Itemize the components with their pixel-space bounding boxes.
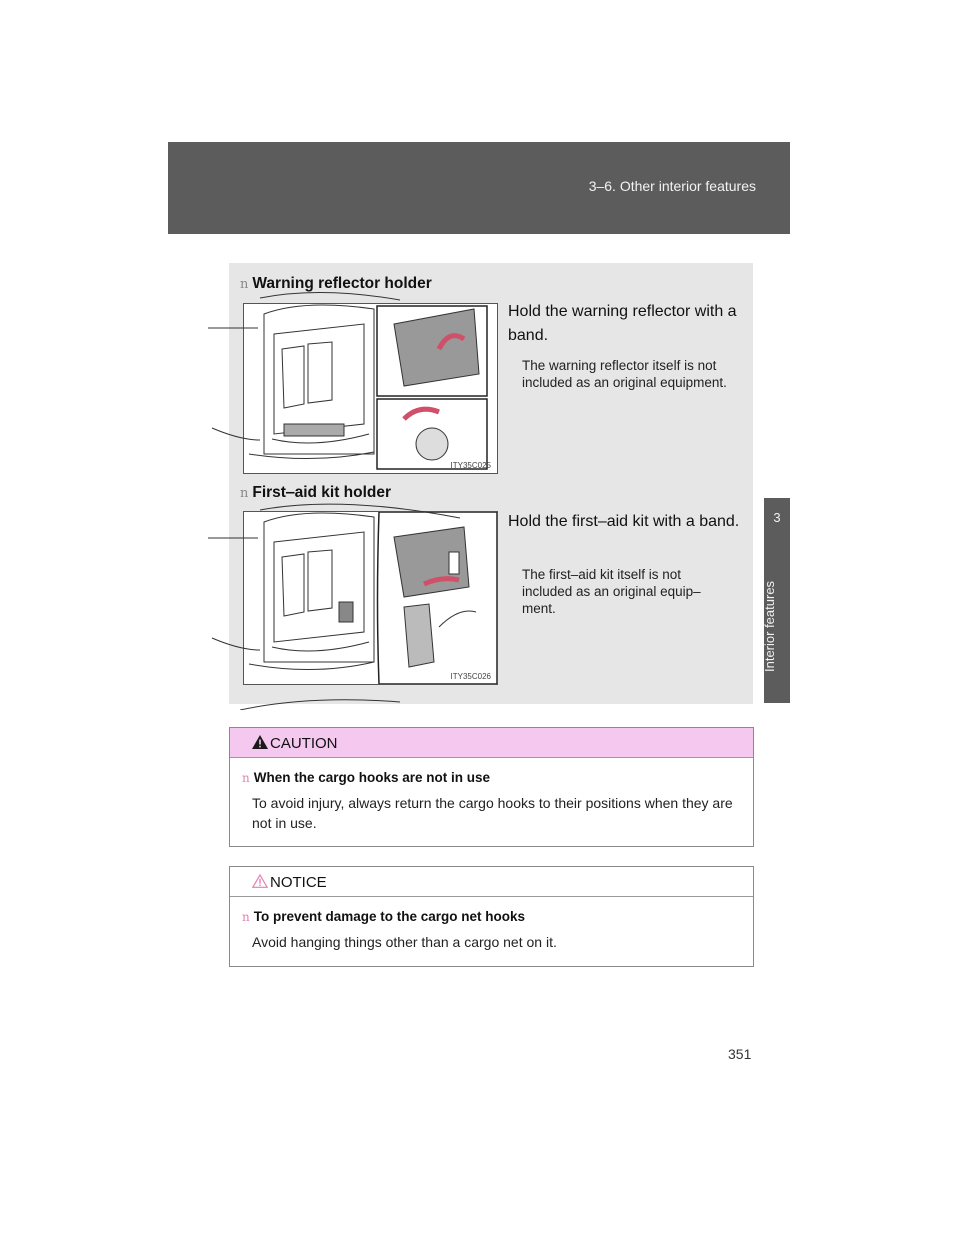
notice-box xyxy=(229,866,754,967)
notice-header xyxy=(230,867,753,897)
caution-box xyxy=(229,727,754,847)
heading-text: Warning reflector holder xyxy=(252,275,432,292)
bullet-glyph: n xyxy=(242,771,250,785)
first-aid-kit-instruction: Hold the first‒aid kit with a band. xyxy=(508,513,740,530)
page-number: 351 xyxy=(728,1046,752,1062)
notice-item-title xyxy=(242,909,753,924)
section-title: 3‒6. Other interior features xyxy=(588,178,756,194)
caution-item-title xyxy=(242,770,753,785)
chapter-number: 3 xyxy=(773,510,781,525)
caution-item-title-text: When the cargo hooks are not in use xyxy=(253,770,491,785)
chapter-label: Interior features xyxy=(762,580,777,672)
caution-label: CAUTION xyxy=(270,735,338,752)
bullet-glyph: n xyxy=(240,486,249,501)
warning-triangle-outline-icon xyxy=(252,874,268,888)
caution-header xyxy=(230,728,753,758)
chapter-header xyxy=(168,142,790,234)
bullet-glyph: n xyxy=(242,910,250,924)
notice-item-text: Avoid hanging things other than a cargo net on it. xyxy=(252,934,557,950)
notice-item-title-text: To prevent damage to the cargo net hooks xyxy=(253,909,526,924)
warning-triangle-icon xyxy=(252,735,268,749)
warning-reflector-note: The warning reflector itself is not included as an original equipment. xyxy=(522,358,727,390)
notice-label: NOTICE xyxy=(270,874,327,891)
bullet-glyph: n xyxy=(240,277,249,292)
illustration-code: ITY35C025 xyxy=(450,461,491,470)
illustration-code: ITY35C026 xyxy=(450,672,491,681)
first-aid-kit-note: The first‒aid kit itself is not included as an original equip‒ ment. xyxy=(522,567,701,616)
warning-reflector-instruction: Hold the warning reflector with a band. xyxy=(508,303,737,344)
leader-lines xyxy=(200,290,500,710)
heading-text: First‒aid kit holder xyxy=(252,484,392,501)
caution-item-text: To avoid injury, always return the cargo hooks to their positions when they are not in use. xyxy=(252,795,733,831)
